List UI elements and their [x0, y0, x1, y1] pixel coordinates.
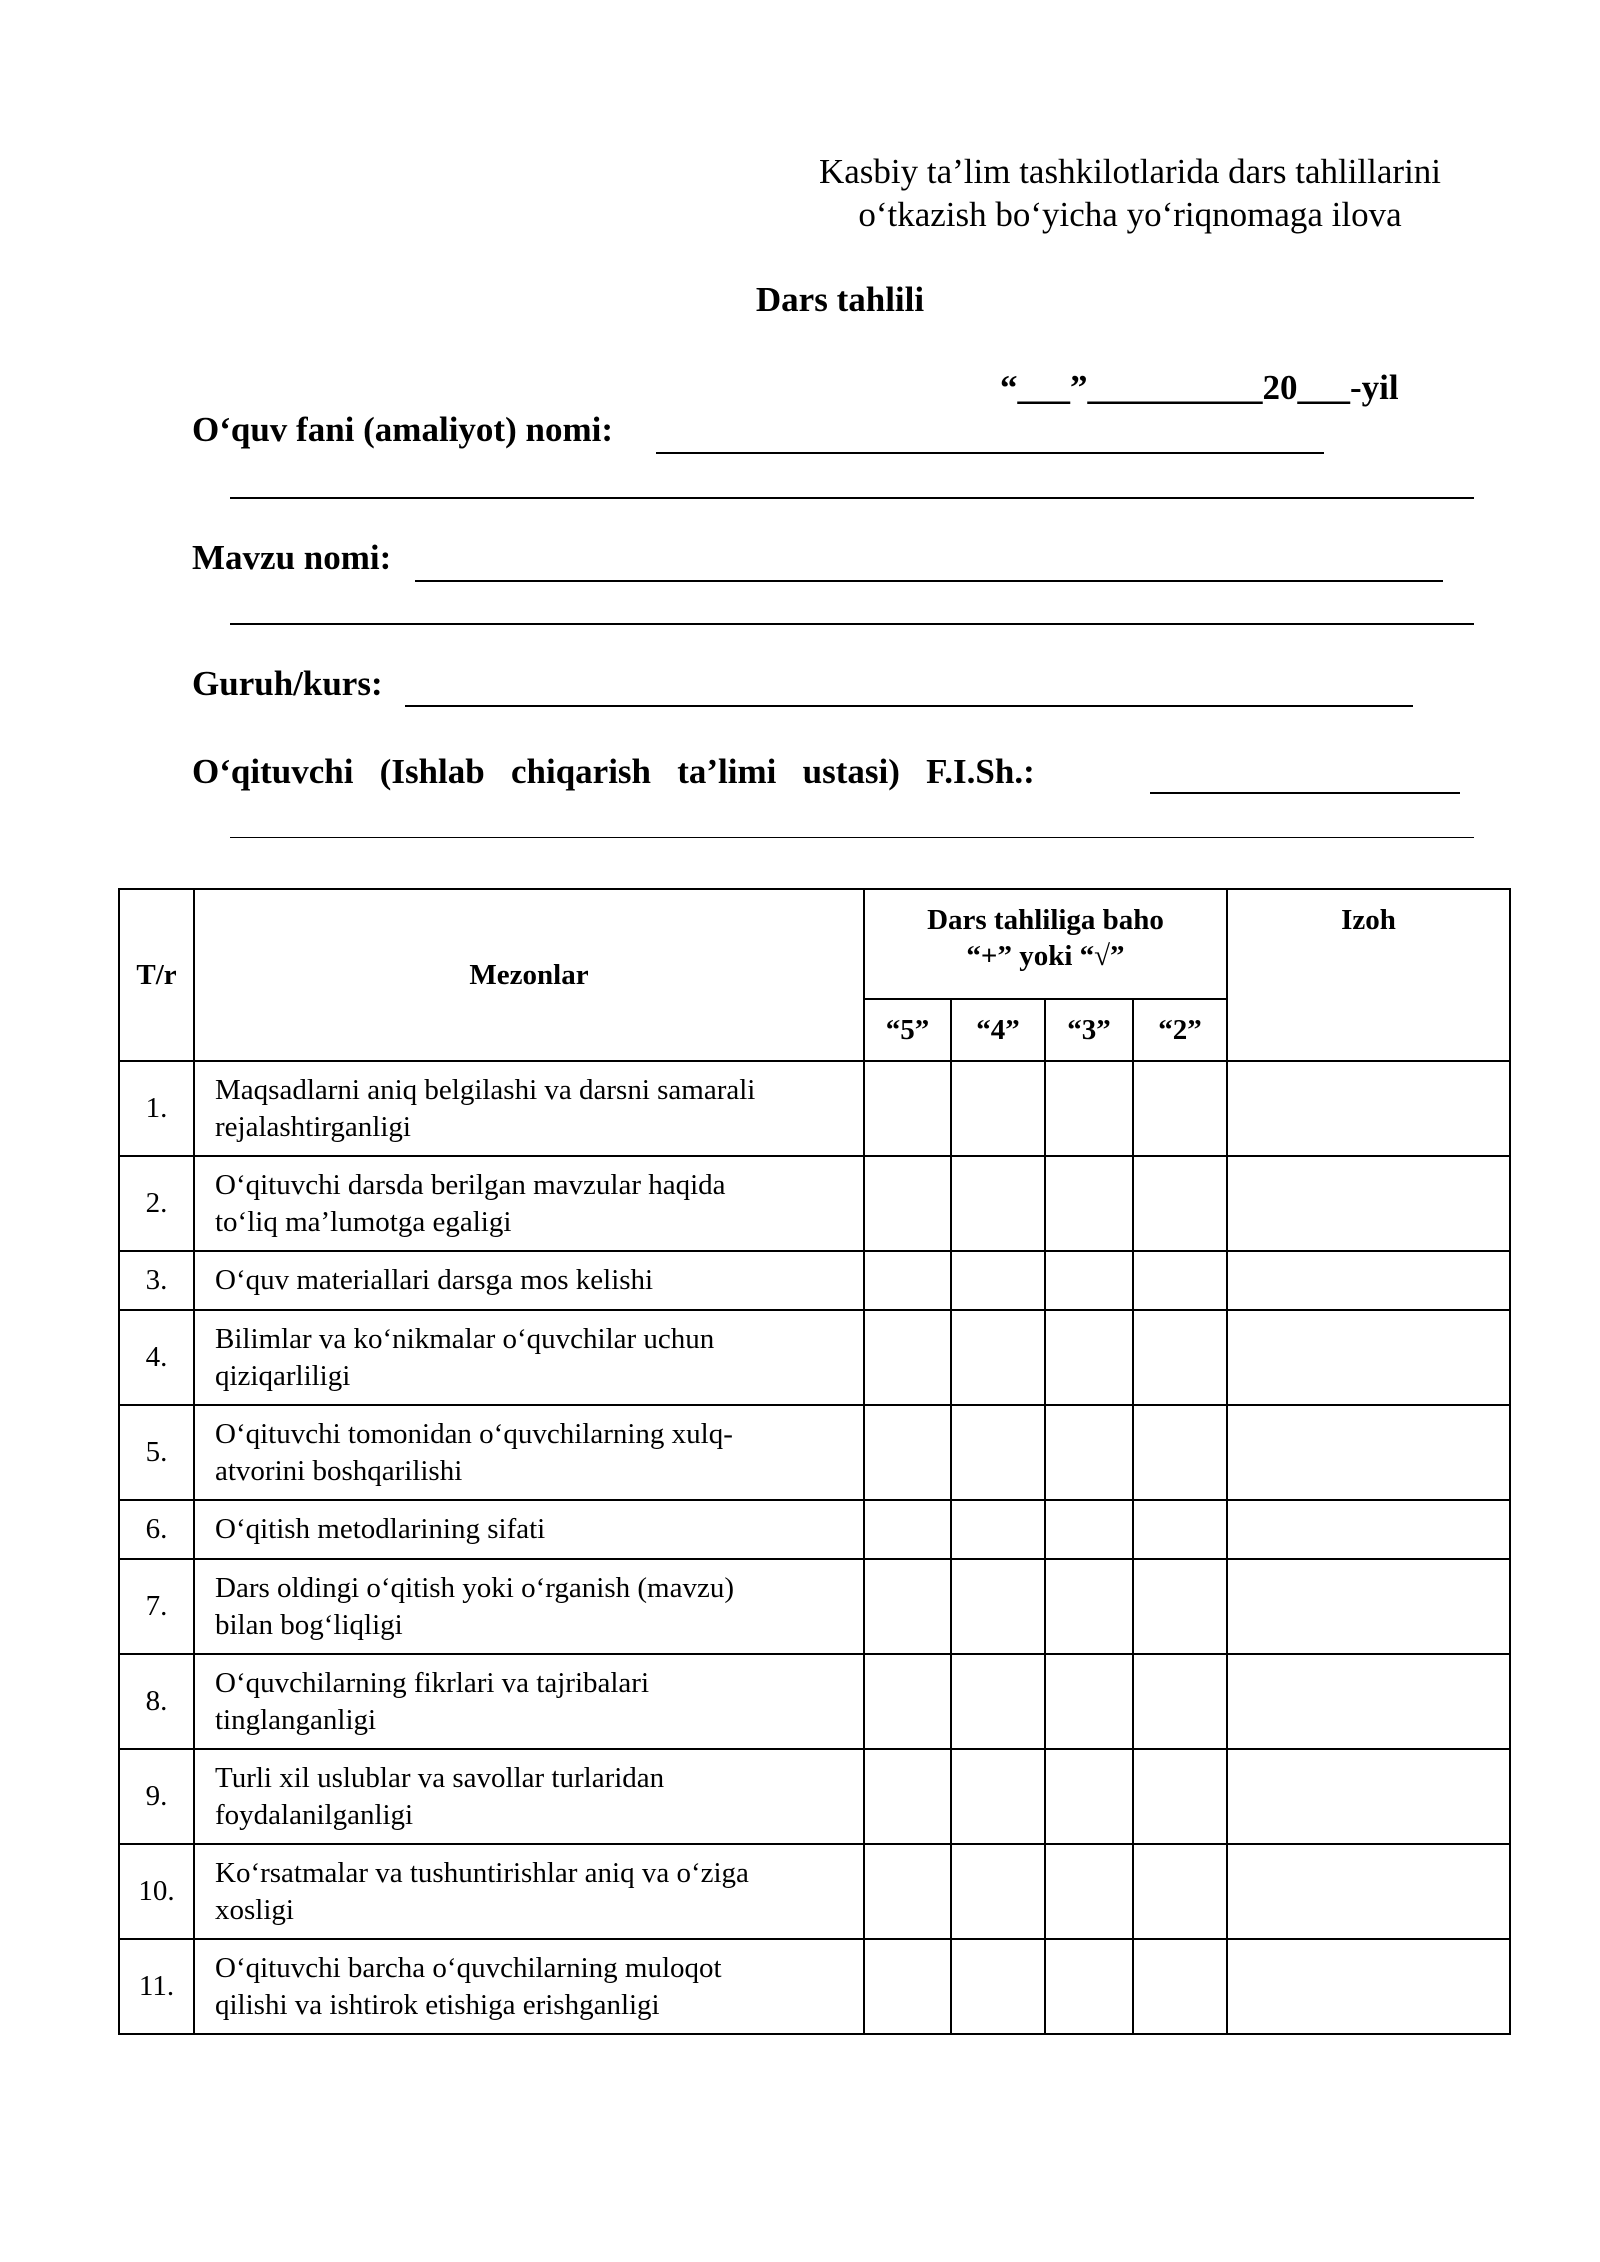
col-note-header: Izoh	[1227, 889, 1510, 1061]
grade-4-cell[interactable]	[951, 1749, 1045, 1844]
grade-5-cell[interactable]	[864, 1405, 951, 1500]
note-cell[interactable]	[1227, 1156, 1510, 1251]
grade-4-header: “4”	[951, 999, 1045, 1061]
note-cell[interactable]	[1227, 1654, 1510, 1749]
note-cell[interactable]	[1227, 1559, 1510, 1654]
grade-2-cell[interactable]	[1133, 1844, 1227, 1939]
grade-2-cell[interactable]	[1133, 1405, 1227, 1500]
grade-3-cell[interactable]	[1045, 1749, 1133, 1844]
note-cell[interactable]	[1227, 1405, 1510, 1500]
table-row	[119, 1156, 1510, 1251]
grade-3-cell[interactable]	[1045, 1559, 1133, 1654]
topic-input-line-2[interactable]	[230, 623, 1474, 625]
grade-2-cell[interactable]	[1133, 1654, 1227, 1749]
grade-4-cell[interactable]	[951, 1310, 1045, 1405]
criteria-table	[118, 888, 1511, 2035]
criterion-text	[194, 1500, 864, 1559]
grade-4-cell[interactable]	[951, 1654, 1045, 1749]
grade-3-cell[interactable]	[1045, 1844, 1133, 1939]
grade-5-cell[interactable]	[864, 1500, 951, 1559]
criterion-text	[194, 1310, 864, 1405]
criteria-body	[119, 1061, 1510, 2034]
date-line: “___”__________20___-yil	[1000, 368, 1399, 407]
criterion-line-1: O‘qituvchi tomonidan o‘quvchilarning xulq-	[215, 1417, 733, 1450]
criterion-line-2: qiziqarliligi	[215, 1359, 351, 1392]
grade-2-cell[interactable]	[1133, 1251, 1227, 1310]
row-number: 2.	[119, 1156, 194, 1251]
note-cell[interactable]	[1227, 1844, 1510, 1939]
subject-label: O‘quv fani (amaliyot) nomi:	[192, 410, 613, 449]
criterion-line-2: atvorini boshqarilishi	[215, 1454, 463, 1487]
criterion-line-2: qilishi va ishtirok etishiga erishganligi	[215, 1988, 660, 2021]
criterion-line-1: O‘qitish metodlarining sifati	[215, 1513, 546, 1545]
criterion-text	[194, 1749, 864, 1844]
criterion-text	[194, 1251, 864, 1310]
grade-4-cell[interactable]	[951, 1156, 1045, 1251]
criterion-text	[194, 1559, 864, 1654]
rating-header-line-1: Dars tahliliga baho	[927, 904, 1164, 936]
note-cell[interactable]	[1227, 1939, 1510, 2034]
grade-2-cell[interactable]	[1133, 1559, 1227, 1654]
table-row	[119, 1654, 1510, 1749]
row-number: 5.	[119, 1405, 194, 1500]
table-row	[119, 1939, 1510, 2034]
appendix-line-1: Kasbiy ta’lim tashkilotlarida dars tahlillarini	[818, 152, 1442, 191]
grade-5-cell[interactable]	[864, 1061, 951, 1156]
row-number: 8.	[119, 1654, 194, 1749]
grade-5-cell[interactable]	[864, 1559, 951, 1654]
grade-3-cell[interactable]	[1045, 1500, 1133, 1559]
grade-2-cell[interactable]	[1133, 1310, 1227, 1405]
criterion-line-1: O‘qituvchi darsda berilgan mavzular haqida	[215, 1168, 726, 1201]
table-row	[119, 1559, 1510, 1654]
grade-5-cell[interactable]	[864, 1310, 951, 1405]
row-number: 11.	[119, 1939, 194, 2034]
criterion-text	[194, 1156, 864, 1251]
grade-2-header: “2”	[1133, 999, 1227, 1061]
row-number: 3.	[119, 1251, 194, 1310]
criterion-line-1: Bilimlar va ko‘nikmalar o‘quvchilar uchun	[215, 1322, 715, 1355]
teacher-label: O‘qituvchi (Ishlab chiqarish ta’limi ustasi) F.I.Sh.:	[192, 752, 1035, 791]
criterion-text	[194, 1844, 864, 1939]
grade-4-cell[interactable]	[951, 1844, 1045, 1939]
subject-input-line-2[interactable]	[230, 497, 1474, 499]
row-number: 10.	[119, 1844, 194, 1939]
rating-header-line-2: “+” yoki “√”	[966, 940, 1125, 972]
note-cell[interactable]	[1227, 1310, 1510, 1405]
table-row	[119, 1310, 1510, 1405]
subject-input-line[interactable]	[656, 452, 1324, 454]
grade-5-cell[interactable]	[864, 1749, 951, 1844]
table-row	[119, 1251, 1510, 1310]
table-row	[119, 1844, 1510, 1939]
row-number: 1.	[119, 1061, 194, 1156]
appendix-note	[690, 150, 1570, 236]
note-cell[interactable]	[1227, 1251, 1510, 1310]
appendix-line-2: o‘tkazish bo‘yicha yo‘riqnomaga ilova	[858, 195, 1402, 234]
group-input-line[interactable]	[405, 705, 1413, 707]
table-row	[119, 1061, 1510, 1156]
criterion-line-2: foydalanilganligi	[215, 1798, 414, 1831]
criterion-line-2: rejalashtirganligi	[215, 1110, 411, 1143]
grade-2-cell[interactable]	[1133, 1061, 1227, 1156]
grade-3-cell[interactable]	[1045, 1654, 1133, 1749]
criterion-text	[194, 1061, 864, 1156]
row-number: 9.	[119, 1749, 194, 1844]
table-row	[119, 1500, 1510, 1559]
grade-5-header: “5”	[864, 999, 951, 1061]
grade-5-cell[interactable]	[864, 1156, 951, 1251]
criterion-text	[194, 1939, 864, 2034]
criterion-text	[194, 1405, 864, 1500]
criterion-line-1: O‘quvchilarning fikrlari va tajribalari	[215, 1666, 650, 1699]
grade-4-cell[interactable]	[951, 1405, 1045, 1500]
grade-5-cell[interactable]	[864, 1844, 951, 1939]
row-number: 6.	[119, 1500, 194, 1559]
grade-5-cell[interactable]	[864, 1654, 951, 1749]
criterion-line-2: to‘liq ma’lumotga egaligi	[215, 1205, 512, 1238]
criterion-line-1: O‘quv materiallari darsga mos kelishi	[215, 1264, 654, 1296]
note-cell[interactable]	[1227, 1749, 1510, 1844]
grade-4-cell[interactable]	[951, 1559, 1045, 1654]
grade-3-cell[interactable]	[1045, 1405, 1133, 1500]
table-row	[119, 1749, 1510, 1844]
note-cell[interactable]	[1227, 1061, 1510, 1156]
grade-4-cell[interactable]	[951, 1061, 1045, 1156]
row-number: 4.	[119, 1310, 194, 1405]
criterion-line-1: Ko‘rsatmalar va tushuntirishlar aniq va o‘ziga	[215, 1856, 749, 1889]
grade-3-cell[interactable]	[1045, 1310, 1133, 1405]
grade-3-cell[interactable]	[1045, 1939, 1133, 2034]
grade-3-cell[interactable]	[1045, 1156, 1133, 1251]
teacher-input-line-2[interactable]	[230, 837, 1474, 838]
grade-3-cell[interactable]	[1045, 1061, 1133, 1156]
row-number: 7.	[119, 1559, 194, 1654]
grade-2-cell[interactable]	[1133, 1939, 1227, 2034]
grade-2-cell[interactable]	[1133, 1749, 1227, 1844]
grade-5-cell[interactable]	[864, 1939, 951, 2034]
criterion-line-1: Turli xil uslublar va savollar turlaridan	[215, 1761, 665, 1794]
group-label: Guruh/kurs:	[192, 664, 383, 703]
teacher-input-line[interactable]	[1150, 792, 1460, 794]
grade-4-cell[interactable]	[951, 1251, 1045, 1310]
document-title: Dars tahlili	[755, 280, 925, 319]
criterion-line-2: tinglanganligi	[215, 1703, 377, 1736]
criterion-text	[194, 1654, 864, 1749]
col-number-header: T/r	[119, 889, 194, 1061]
grade-4-cell[interactable]	[951, 1500, 1045, 1559]
col-rating-header	[864, 889, 1227, 999]
table-header-row	[119, 889, 1510, 999]
note-cell[interactable]	[1227, 1500, 1510, 1559]
criterion-line-1: Dars oldingi o‘qitish yoki o‘rganish (mavzu)	[215, 1571, 734, 1604]
topic-input-line[interactable]	[415, 580, 1443, 582]
grade-2-cell[interactable]	[1133, 1156, 1227, 1251]
table-row	[119, 1405, 1510, 1500]
topic-label: Mavzu nomi:	[192, 538, 392, 577]
criterion-line-1: Maqsadlarni aniq belgilashi va darsni samarali	[215, 1073, 756, 1106]
criterion-line-1: O‘qituvchi barcha o‘quvchilarning muloqot	[215, 1951, 722, 1984]
criterion-line-2: xosligi	[215, 1893, 294, 1926]
grade-2-cell[interactable]	[1133, 1500, 1227, 1559]
grade-3-header: “3”	[1045, 999, 1133, 1061]
criterion-line-2: bilan bog‘liqligi	[215, 1608, 403, 1641]
col-criteria-header: Mezonlar	[194, 889, 864, 1061]
grade-5-cell[interactable]	[864, 1251, 951, 1310]
grade-3-cell[interactable]	[1045, 1251, 1133, 1310]
grade-4-cell[interactable]	[951, 1939, 1045, 2034]
